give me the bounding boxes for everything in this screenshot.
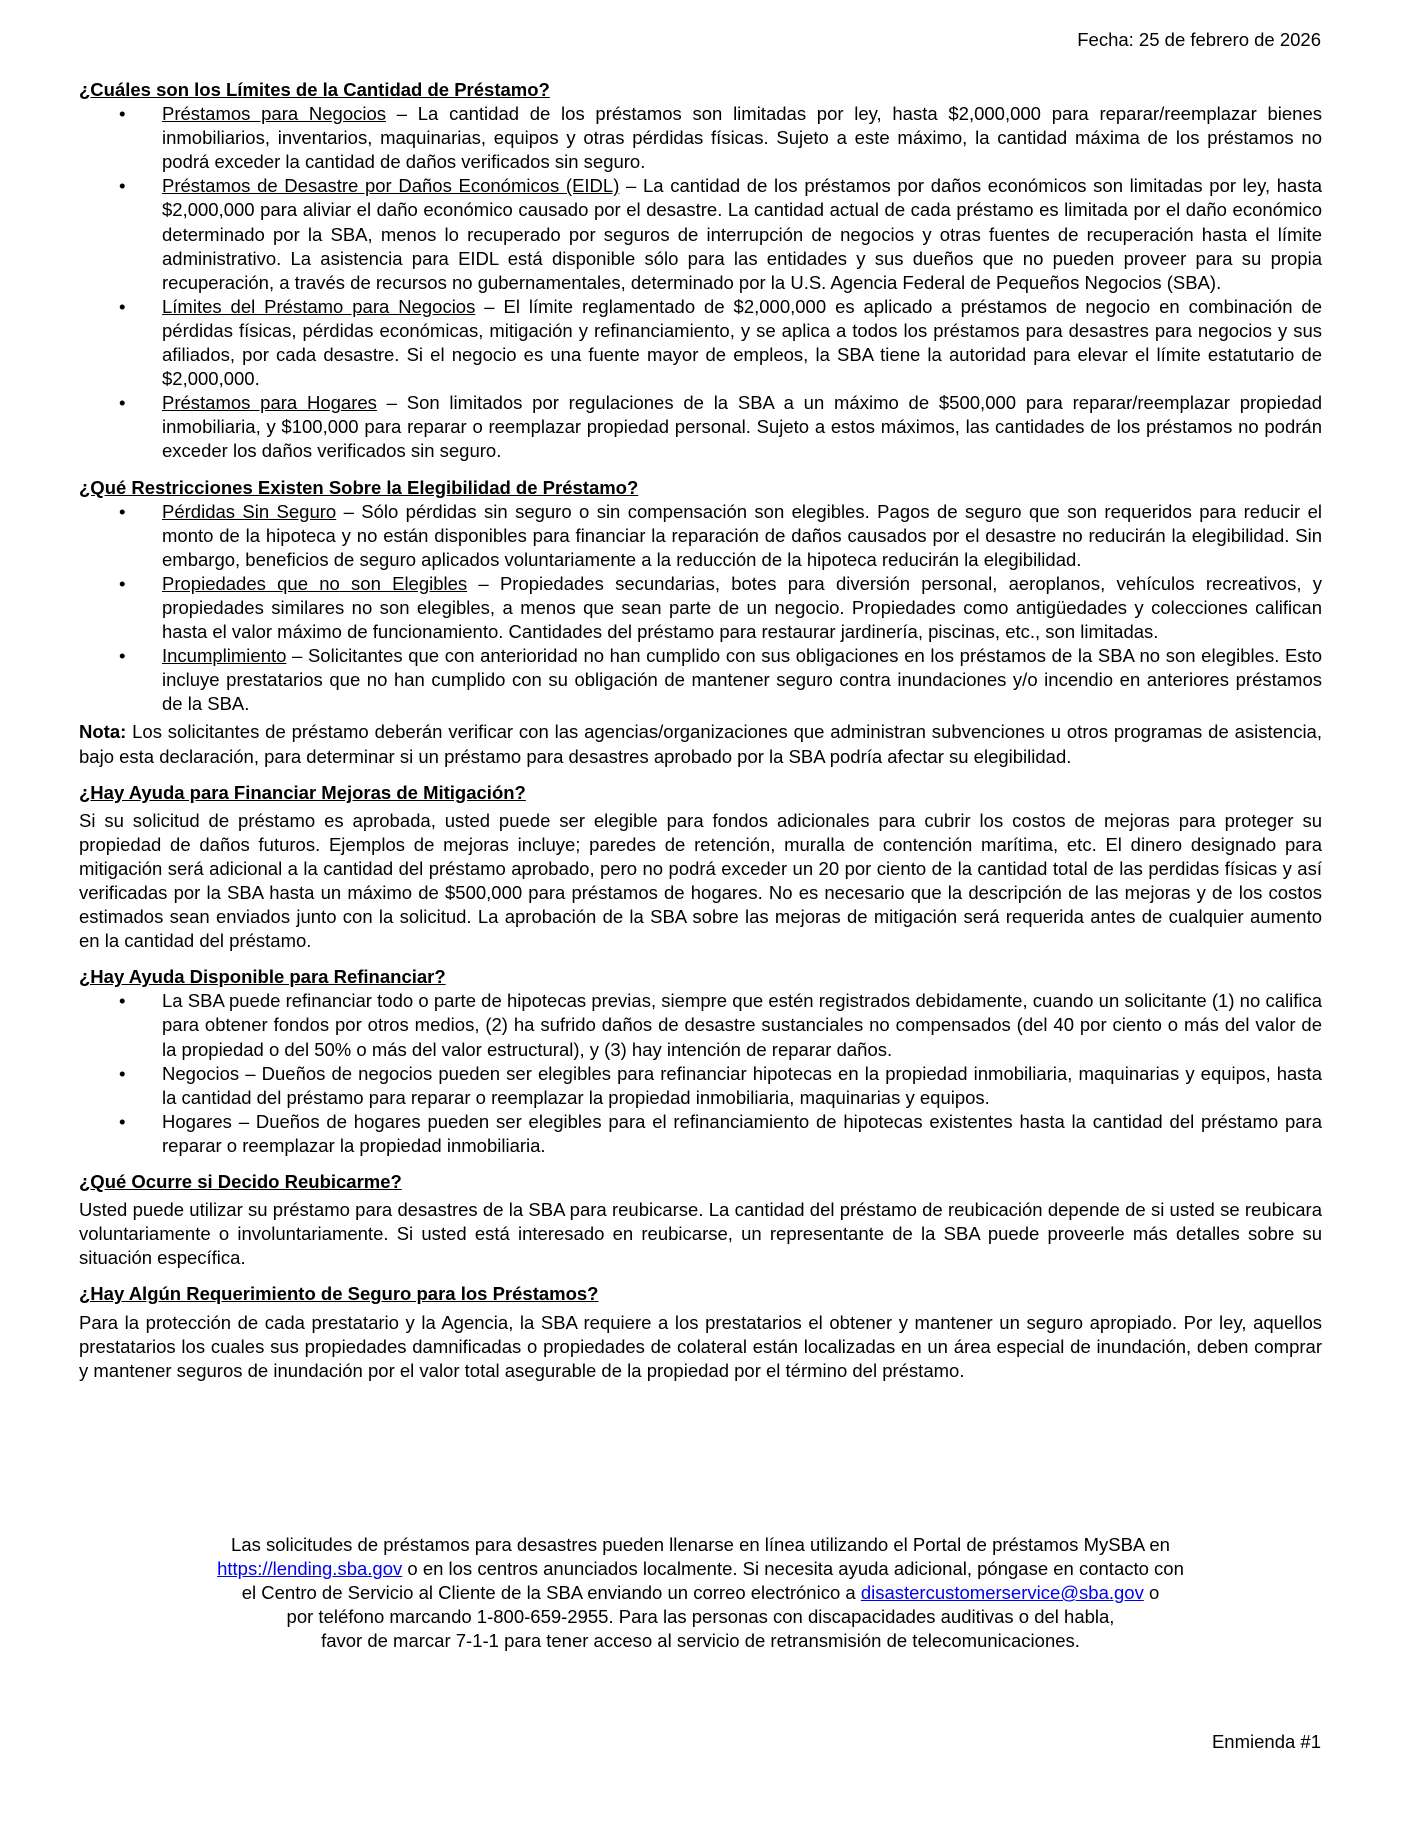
heading-loan-limits: ¿Cuáles son los Límites de la Cantidad de Préstamo? [79, 79, 550, 100]
eligibility-list [79, 500, 1322, 717]
email-link[interactable]: disastercustomerservice@sba.gov [860, 1582, 1144, 1604]
note [79, 720, 1322, 768]
bullet-icon: • [119, 990, 126, 1012]
footer-text: o en los centros anunciados localmente. Si necesita ayuda adicional, póngase en contacto con [402, 1558, 1184, 1580]
insurance-paragraph: Para la protección de cada prestatario y la Agencia, la SBA requiere a los prestatarios el obtener y mantener un seguro apropiado. Por ley, aquellos prestatarios los cuales sus propiedades damnificadas o propiedades de colateral están localizadas en un área especial de inundación, deben comprar y mantener seguros de inundación por el valor total asegurable de la propiedad por el término del préstamo. [79, 1311, 1322, 1381]
heading-refinance: ¿Hay Ayuda Disponible para Refinanciar? [79, 966, 446, 988]
footer-line [79, 1557, 1322, 1581]
bullet-icon: • [119, 572, 126, 594]
bullet-icon: • [119, 1062, 126, 1084]
footer-text: el Centro de Servicio al Cliente de la SBA enviando un correo electrónico a [241, 1582, 861, 1604]
bullet-icon: • [119, 645, 126, 667]
list-item [79, 174, 1322, 294]
heading-mitigation: ¿Hay Ayuda para Financiar Mejoras de Mitigación? [79, 781, 526, 803]
contact-footer [79, 1533, 1322, 1653]
item-lead: Préstamos para Negocios [162, 103, 387, 125]
heading-insurance: ¿Hay Algún Requerimiento de Seguro para los Préstamos? [79, 1283, 599, 1305]
item-lead: Préstamos para Hogares [162, 392, 377, 414]
heading-relocation: ¿Qué Ocurre si Decido Reubicarme? [79, 1171, 402, 1193]
item-text: – La cantidad de los préstamos son limitadas por ley, hasta $2,000,000 para reparar/reemplazar bienes inmobiliarios, inventarios, maquinarias, equipos y otras pérdidas físicas. Sujeto a este máximo, la cantidad máxima de los préstamos no podrá exceder la cantidad de daños verificados sin seguro. [162, 103, 1322, 173]
list-item [79, 1110, 1322, 1158]
item-lead: Préstamos de Desastre por Daños Económicos (EIDL) [162, 175, 620, 197]
amendment-label: Enmienda #1 [1211, 1731, 1321, 1752]
list-item [79, 1062, 1322, 1110]
footer-line: por teléfono marcando 1-800-659-2955. Para las personas con discapacidades auditivas o del habla, [286, 1606, 1115, 1628]
footer-line: favor de marcar 7-1-1 para tener acceso al servicio de retransmisión de telecomunicaciones. [321, 1630, 1080, 1652]
list-item [79, 644, 1322, 716]
item-lead: Propiedades que no son Elegibles [162, 572, 468, 594]
refinance-list [79, 989, 1322, 1158]
note-label: Nota: [79, 721, 127, 743]
note-text: Los solicitantes de préstamo deberán verificar con las agencias/organizaciones que administran subvenciones u otros programas de asistencia, bajo esta declaración, para determinar si un préstamo para desastres aprobado por la SBA podría afectar su elegibilidad. [79, 721, 1322, 767]
lending-portal-link[interactable]: https://lending.sba.gov [217, 1558, 403, 1580]
list-item [79, 500, 1322, 572]
item-text: Negocios – Dueños de negocios pueden ser elegibles para refinanciar hipotecas en la propiedad inmobiliaria, maquinarias y equipos, hasta la cantidad del préstamo para reparar o reemplazar la propiedad inmobiliaria, maquinarias y equipos. [162, 1062, 1322, 1108]
loan-limits-list [79, 102, 1322, 463]
mitigation-paragraph: Si su solicitud de préstamo es aprobada, usted puede ser elegible para fondos adicionales para cubrir los costos de mejoras para proteger su propiedad de daños futuros. Ejemplos de mejoras incluye; paredes de retención, muralla de contención marítima, etc. El dinero designado para mitigación será adicional a la cantidad del préstamo aprobado, pero no podrá exceder un 20 por ciento de la cantidad total de las perdidas físicas y así verificadas por la SBA hasta un máximo de $500,000 para préstamos de hogares. No es necesario que la descripción de las mejoras y de los costos estimados sean enviados junto con la solicitud. La aprobación de la SBA sobre las mejoras de mitigación será requerida antes de cualquier aumento en la cantidad del préstamo. [79, 809, 1322, 952]
list-item [79, 391, 1322, 463]
item-text: La SBA puede refinanciar todo o parte de hipotecas previas, siempre que estén registrados debidamente, cuando un solicitante (1) no califica para obtener fondos por otros medios, (2) ha sufrido daños de desastre sustanciales no compensados (del 40 por ciento o más del valor de la propiedad o del 50% o más del valor estructural), y (3) hay intención de reparar daños. [162, 990, 1322, 1060]
item-text: – El límite reglamentado de $2,000,000 es aplicado a préstamos de negocio en combinación de pérdidas físicas, pérdidas económicas, mitigación y refinanciamiento, y se aplica a todos los préstamos para desastres para negocios y sus afiliados, por cada desastre. Si el negocio es una fuente mayor de empleos, la SBA tiene la autoridad para elevar el límite estatutario de $2,000,000. [162, 295, 1322, 390]
document-body [79, 78, 1322, 1383]
item-text: – Son limitados por regulaciones de la SBA a un máximo de $500,000 para reparar/reemplazar propiedad inmobiliaria, y $100,000 para reparar o reemplazar propiedad personal. Sujeto a estos máximos, las cantidades de los préstamos no podrán exceder los daños verificados sin seguro. [162, 392, 1322, 462]
bullet-icon: • [119, 1110, 126, 1132]
document-date: Fecha: 25 de febrero de 2026 [1077, 29, 1321, 50]
bullet-icon: • [119, 295, 126, 317]
item-text: – Propiedades secundarias, botes para diversión personal, aeroplanos, vehículos recreativos, y propiedades similares no son elegibles, a menos que sean parte de un negocio. Propiedades como antigüedades y colecciones califican hasta el valor máximo de funcionamiento. Cantidades del préstamo para restaurar jardinería, piscinas, etc., son limitadas. [162, 572, 1322, 643]
footer-line [79, 1581, 1322, 1605]
footer-line: Las solicitudes de préstamos para desastres pueden llenarse en línea utilizando el Portal de préstamos MySBA en [231, 1534, 1170, 1555]
bullet-icon: • [119, 500, 126, 522]
list-item [79, 989, 1322, 1061]
bullet-icon: • [119, 175, 126, 197]
item-text: – La cantidad de los préstamos por daños económicos son limitadas por ley, hasta $2,000,000 para aliviar el daño económico causado por el desastre. La cantidad actual de cada préstamo es limitada por el daño económico determinado por la SBA, menos lo recuperado por seguros de interrupción de negocios y otras fuentes de recuperación hasta el límite administrativo. La asistencia para EIDL está disponible sólo para las entidades y sus dueños que no pueden proveer para su propia recuperación, a través de recursos no gubernamentales, determinado por la U.S. Agencia Federal de Pequeños Negocios (SBA). [162, 175, 1322, 293]
item-text: – Solicitantes que con anterioridad no han cumplido con sus obligaciones en los préstamos de la SBA no son elegibles. Esto incluye prestatarios que no han cumplido con su obligación de mantener seguro contra inundaciones y/o incendio en anteriores préstamos de la SBA. [162, 645, 1322, 715]
relocation-paragraph: Usted puede utilizar su préstamo para desastres de la SBA para reubicarse. La cantidad del préstamo de reubicación depende de si usted se reubicara voluntariamente o involuntariamente. Si usted está interesado en reubicarse, un representante de la SBA puede proveerle más detalles sobre su situación específica. [79, 1199, 1322, 1269]
item-lead: Incumplimiento [162, 645, 287, 667]
item-text: – Sólo pérdidas sin seguro o sin compensación son elegibles. Pagos de seguro que son requeridos para reducir el monto de la hipoteca y no están disponibles para financiar la reparación de daños causados por el desastre no reducirán la elegibilidad. Sin embargo, beneficios de seguro aplicados voluntariamente a la reducción de la hipoteca reducirán la elegibilidad. [162, 500, 1322, 570]
item-text: Hogares – Dueños de hogares pueden ser elegibles para el refinanciamiento de hipotecas existentes hasta la cantidad del préstamo para reparar o reemplazar la propiedad inmobiliaria. [162, 1110, 1322, 1156]
bullet-icon: • [119, 392, 126, 414]
heading-eligibility: ¿Qué Restricciones Existen Sobre la Elegibilidad de Préstamo? [79, 476, 639, 498]
bullet-icon: • [119, 103, 126, 125]
footer-text: o [1143, 1582, 1160, 1604]
list-item [79, 572, 1322, 644]
item-lead: Límites del Préstamo para Negocios [162, 295, 476, 317]
list-item [79, 295, 1322, 391]
item-lead: Pérdidas Sin Seguro [162, 500, 337, 522]
list-item [79, 102, 1322, 174]
